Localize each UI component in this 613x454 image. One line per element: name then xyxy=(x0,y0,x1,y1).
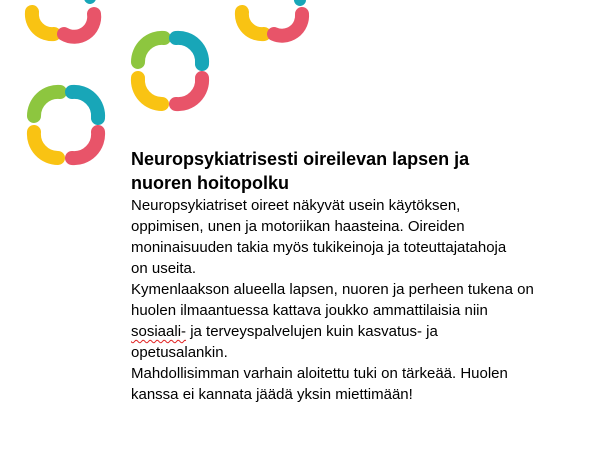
puzzle-flower-icon xyxy=(242,12,264,34)
logo-middle xyxy=(124,26,214,116)
title-line-1: Neuropsykiatrisesti oireilevan lapsen ja xyxy=(131,149,470,169)
text-line: huolen ilmaantuessa kattava joukko ammattilaisia niin xyxy=(131,302,488,319)
puzzle-flower-icon xyxy=(138,38,164,62)
text-line: kanssa ei kannata jäädä yksin miettimään! xyxy=(131,386,413,403)
logo-top-left xyxy=(18,0,108,58)
puzzle-flower-icon xyxy=(32,12,54,34)
text-line: oppimisen, unen ja motoriikan haasteina. Oireiden xyxy=(131,218,465,235)
puzzle-flower-icon xyxy=(34,92,60,116)
document-body xyxy=(131,147,591,405)
text-line: Kymenlaakson alueella lapsen, nuoren ja perheen tukena on xyxy=(131,281,534,298)
title-line-2: nuoren hoitopolku xyxy=(131,173,289,193)
logo-left xyxy=(20,80,110,170)
text-line: Mahdollisimman varhain aloitettu tuki on tärkeää. Huolen xyxy=(131,365,508,382)
text-line: Neuropsykiatriset oireet näkyvät usein käytöksen, xyxy=(131,197,461,214)
text-line: on useita. xyxy=(131,260,197,277)
misspelled-word[interactable]: sosiaali- xyxy=(131,323,187,340)
logo-top-right xyxy=(226,0,316,58)
text-line: moninaisuuden takia myös tukikeinoja ja toteuttajatahoja xyxy=(131,239,507,256)
document-title xyxy=(131,147,591,195)
text-line: ja terveyspalvelujen kuin kasvatus- ja xyxy=(186,323,438,340)
paragraph-early-support xyxy=(131,363,591,405)
text-line: opetusalankin. xyxy=(131,344,228,361)
paragraph-support xyxy=(131,279,591,363)
paragraph-symptoms xyxy=(131,195,591,279)
